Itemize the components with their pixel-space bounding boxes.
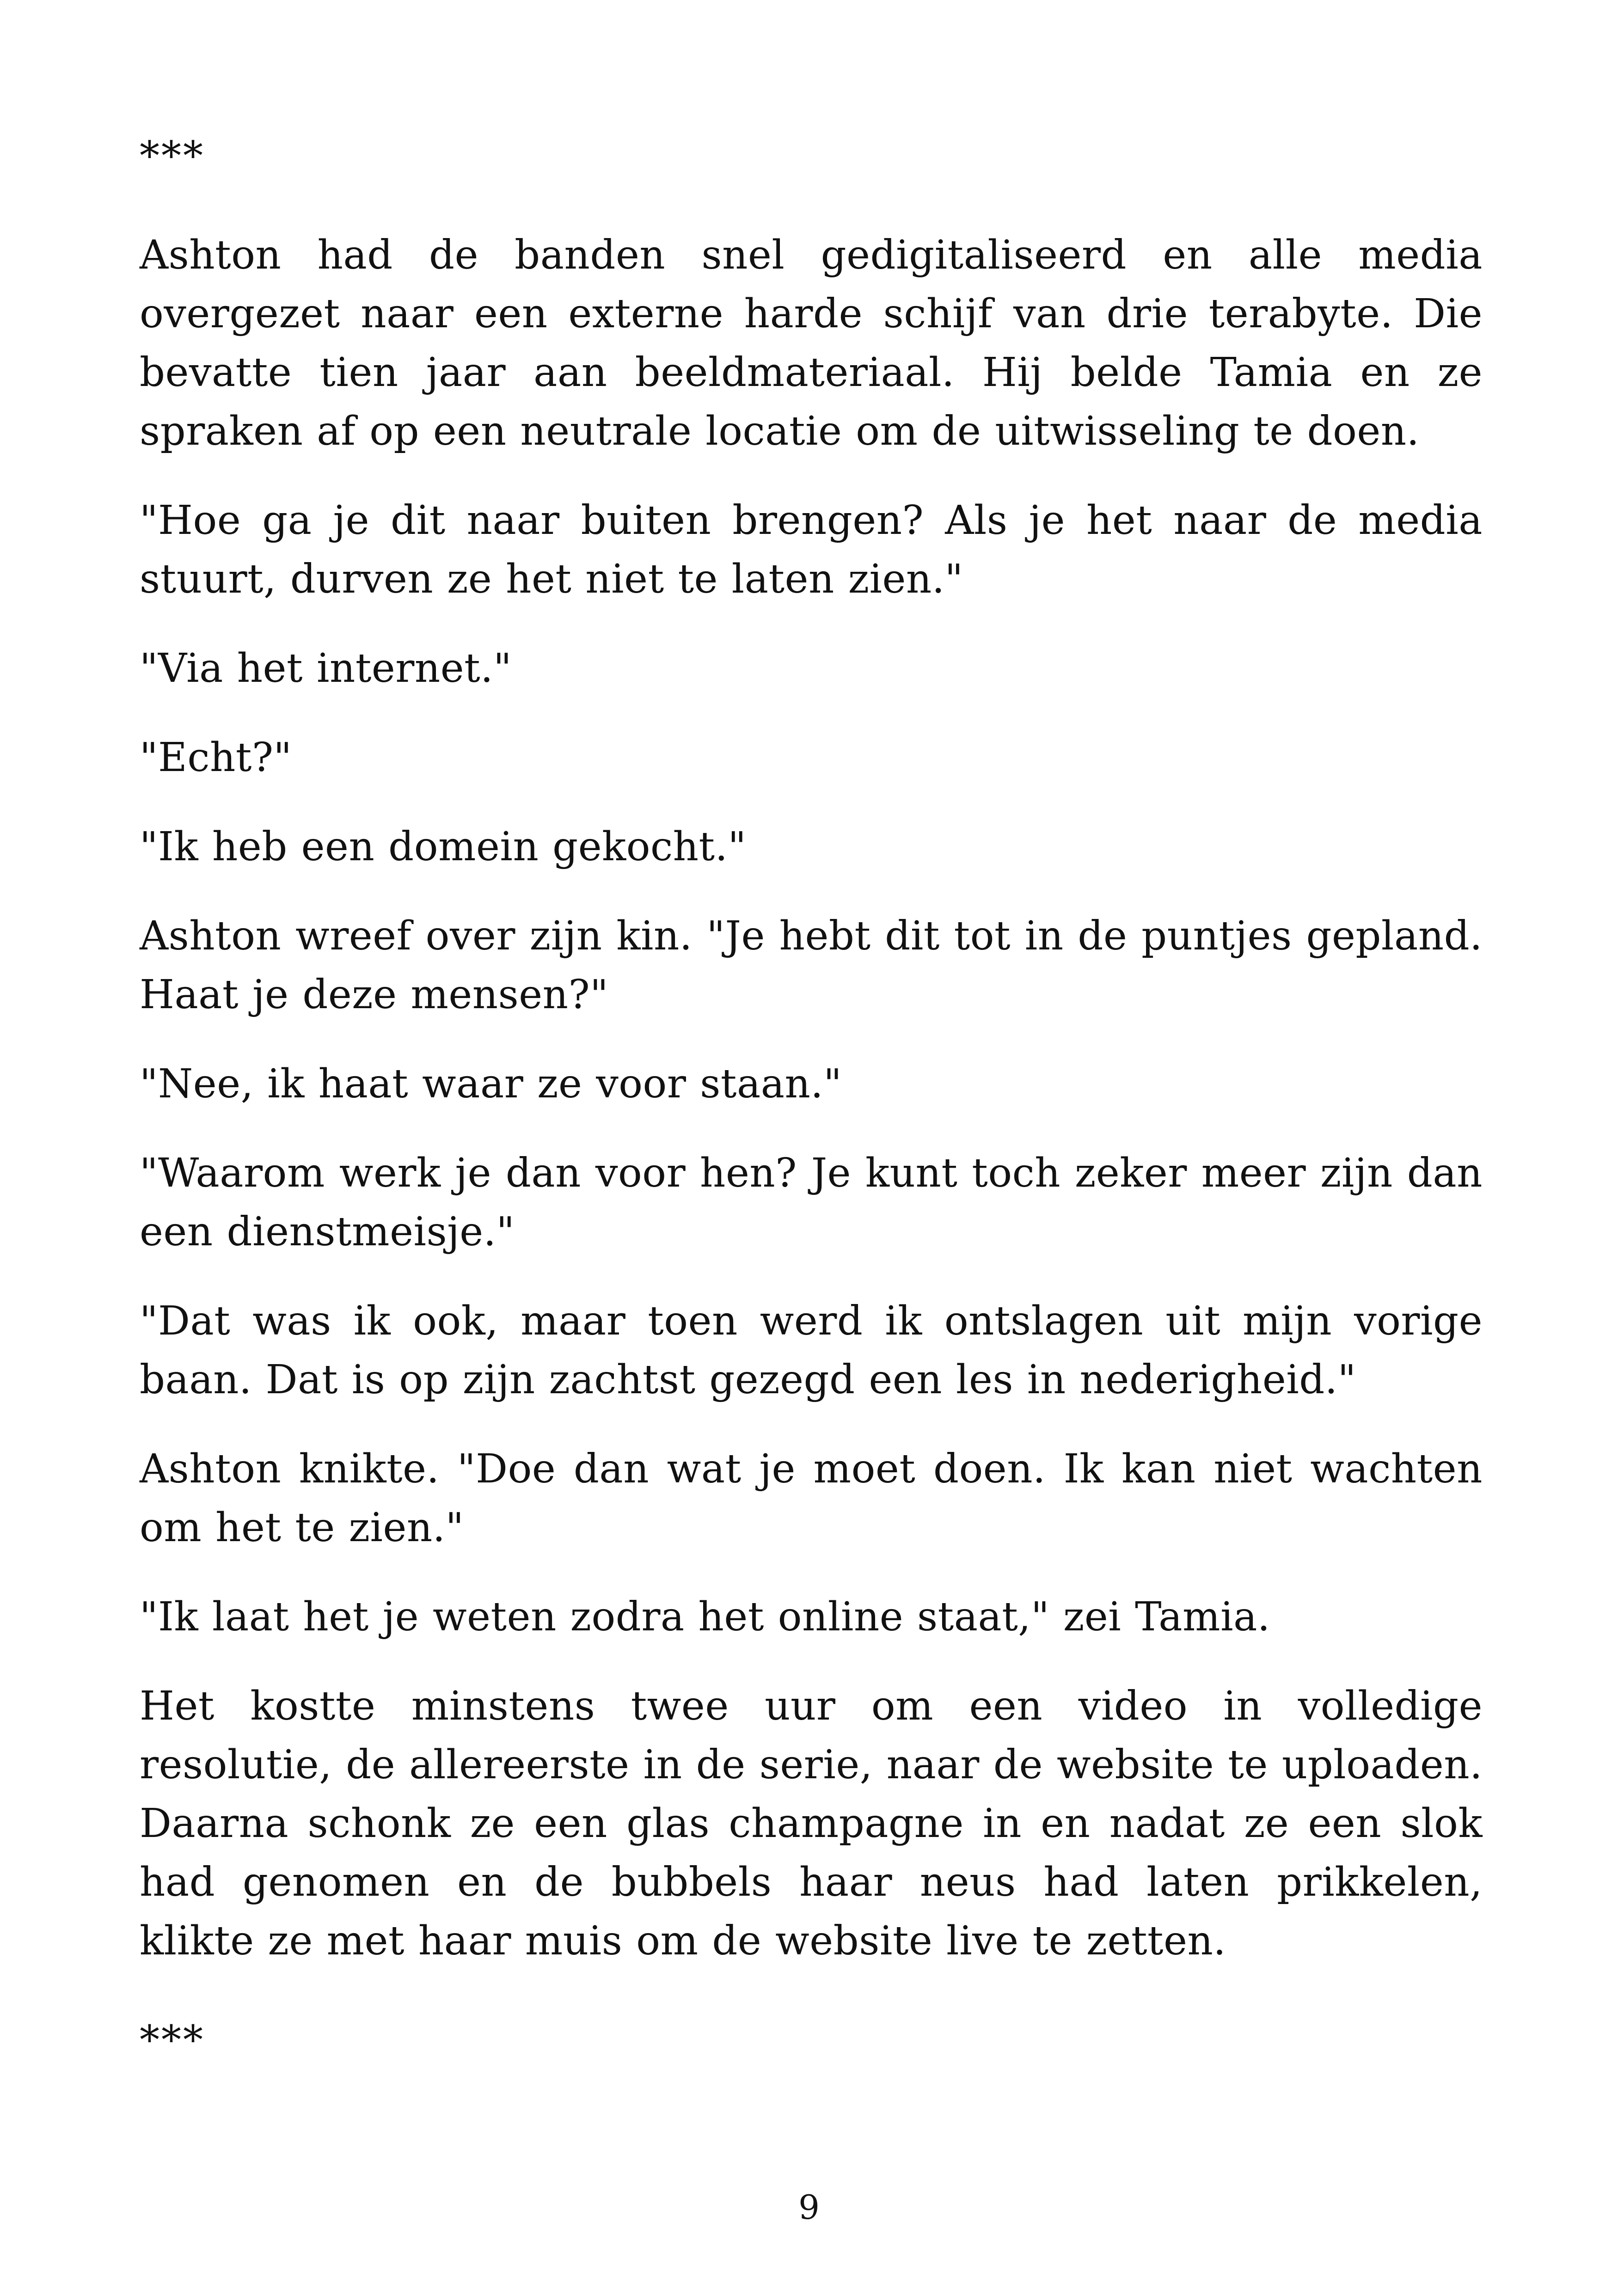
section-separator-bottom: *** bbox=[140, 2017, 205, 2063]
section-separator-top: *** bbox=[140, 133, 205, 179]
paragraph-10: Ashton knikte. "Doe dan wat je moet doen. Ik kan niet wachten om het te zien." bbox=[140, 1446, 1483, 1551]
paragraph-1: Ashton had de banden snel gedigitaliseerd en alle media overgezet naar een externe harde schijf van drie terabyte. Die bevatte tien jaar aan beeldmateriaal. Hij belde Tamia en ze spraken af op een neutrale locatie om de uitwisseling te doen. bbox=[140, 232, 1483, 454]
paragraph-11: "Ik laat het je weten zodra het online staat," zei Tamia. bbox=[140, 1594, 1270, 1640]
paragraph-7: "Nee, ik haat waar ze voor staan." bbox=[140, 1061, 842, 1107]
paragraph-3: "Via het internet." bbox=[140, 645, 512, 692]
paragraph-5: "Ik heb een domein gekocht." bbox=[140, 824, 747, 870]
paragraph-2: "Hoe ga je dit naar buiten brengen? Als je het naar de media stuurt, durven ze het niet te laten zien." bbox=[140, 497, 1483, 602]
paragraph-4: "Echt?" bbox=[140, 735, 292, 781]
paragraph-9: "Dat was ik ook, maar toen werd ik ontslagen uit mijn vorige baan. Dat is op zijn zachtst gezegd een les in nederigheid." bbox=[140, 1298, 1483, 1403]
paragraph-8: "Waarom werk je dan voor hen? Je kunt toch zeker meer zijn dan een dienstmeisje." bbox=[140, 1150, 1483, 1255]
page-body bbox=[140, 134, 1483, 2063]
paragraph-12: Het kostte minstens twee uur om een video in volledige resolutie, de allereerste in de serie, naar de website te uploaden. Daarna schonk ze een glas champagne in en nadat ze een slok had genomen en de bubbels haar neus had laten prikkelen, klikte ze met haar muis om de website live te zetten. bbox=[140, 1683, 1483, 1964]
page-number: 9 bbox=[798, 2188, 820, 2227]
paragraph-6: Ashton wreef over zijn kin. "Je hebt dit tot in de puntjes gepland. Haat je deze mensen?" bbox=[140, 913, 1483, 1018]
